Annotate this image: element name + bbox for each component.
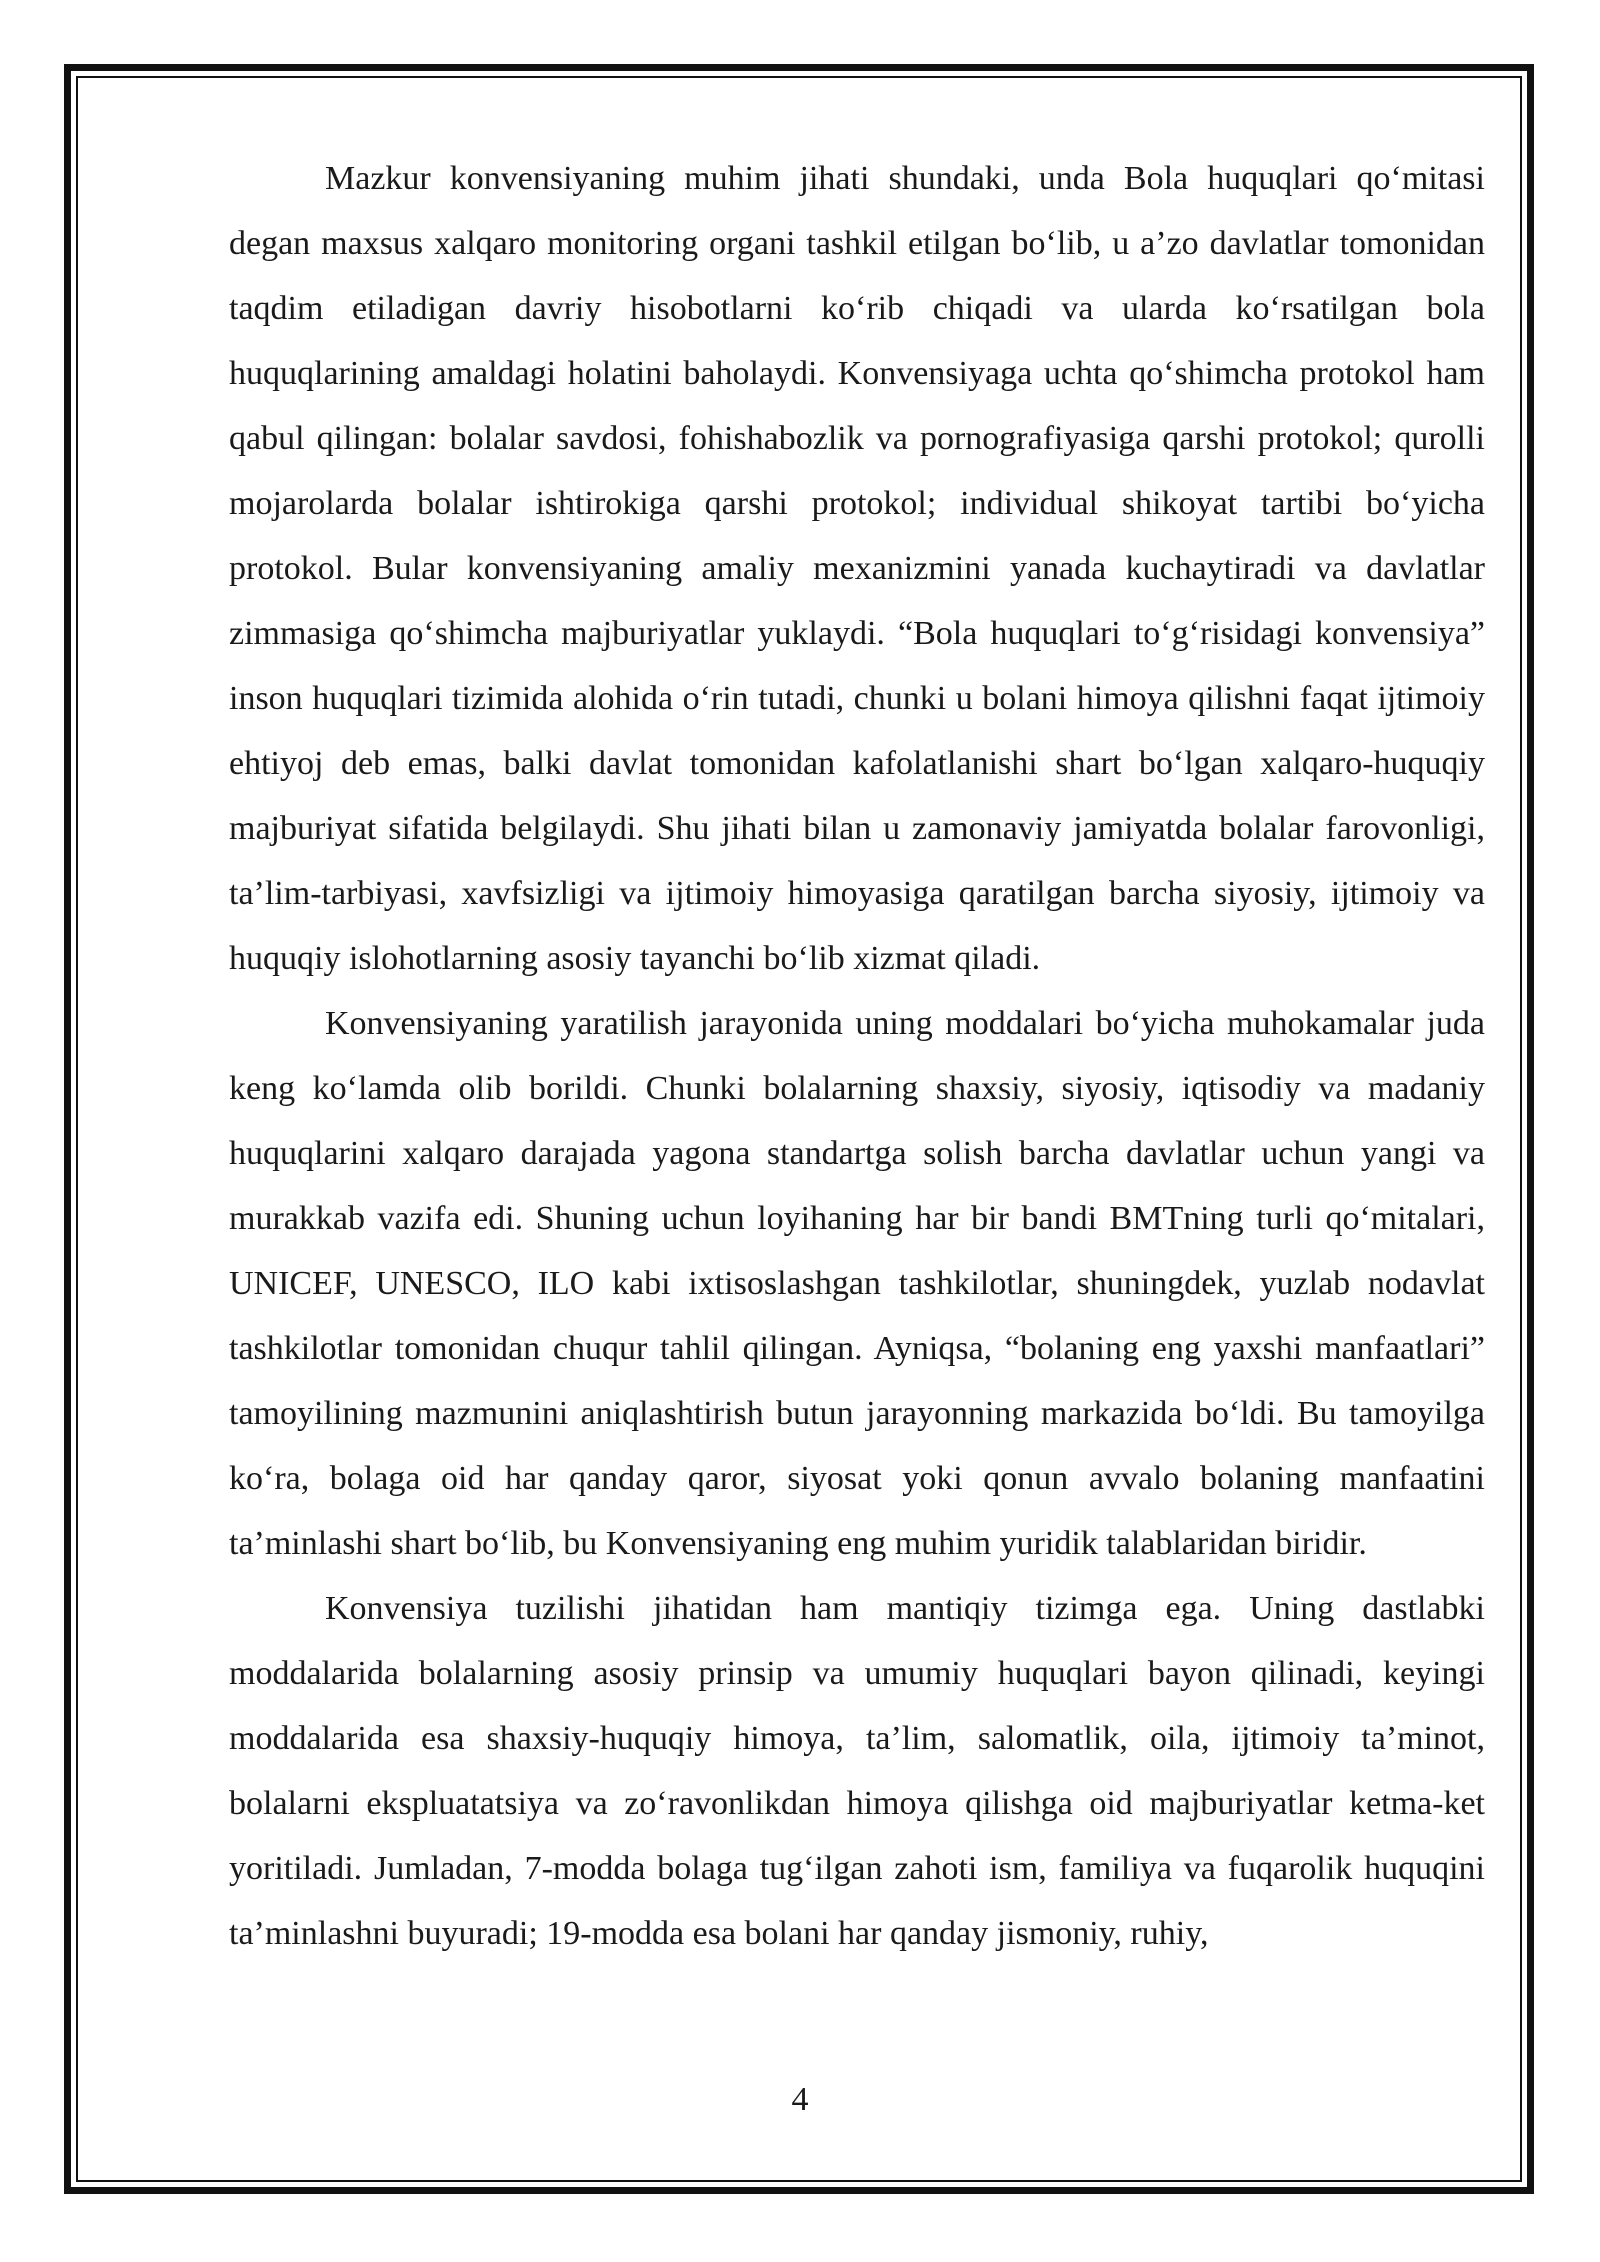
page-number: 4 xyxy=(791,2081,809,2118)
document-body xyxy=(229,146,1485,1966)
paragraph: Konvensiyaning yaratilish jarayonida uning moddalari bo‘yicha muhokamalar juda keng ko‘lamda olib borildi. Chunki bolalarning shaxsiy, siyosiy, iqtisodiy va madaniy huquqlarini xalqaro darajada yagona standartga solish barcha davlatlar uchun yangi va murakkab vazifa edi. Shuning uchun loyihaning har bir bandi BMTning turli qo‘mitalari, UNICEF, UNESCO, ILO kabi ixtisoslashgan tashkilotlar, shuningdek, yuzlab nodavlat tashkilotlar tomonidan chuqur tahlil qilingan. Ayniqsa, “bolaning eng yaxshi manfaatlari” tamoyilining mazmunini aniqlashtirish butun jarayonning markazida bo‘ldi. Bu tamoyilga ko‘ra, bolaga oid har qanday qaror, siyosat yoki qonun avvalo bolaning manfaatini ta’minlashi shart bo‘lib, bu Konvensiyaning eng muhim yuridik talablaridan biridir. xyxy=(229,1005,1485,1562)
paragraph: Konvensiya tuzilishi jihatidan ham mantiqiy tizimga ega. Uning dastlabki moddalarida bolalarning asosiy prinsip va umumiy huquqlari bayon qilinadi, keyingi moddalarida esa shaxsiy-huquqiy himoya, ta’lim, salomatlik, oila, ijtimoiy ta’minot, bolalarni ekspluatatsiya va zo‘ravonlikdan himoya qilishga oid majburiyatlar ketma-ket yoritiladi. Jumladan, 7-modda bolaga tug‘ilgan zahoti ism, familiya va fuqarolik huquqini ta’minlashni buyuradi; 19-modda esa bolani har qanday jismoniy, ruhiy, xyxy=(229,1590,1485,1952)
paragraph: Mazkur konvensiyaning muhim jihati shundaki, unda Bola huquqlari qo‘mitasi degan maxsus xalqaro monitoring organi tashkil etilgan bo‘lib, u a’zo davlatlar tomonidan taqdim etiladigan davriy hisobotlarni ko‘rib chiqadi va ularda ko‘rsatilgan bola huquqlarining amaldagi holatini baholaydi. Konvensiyaga uchta qo‘shimcha protokol ham qabul qilingan: bolalar savdosi, fohishabozlik va pornografiyasiga qarshi protokol; qurolli mojarolarda bolalar ishtirokiga qarshi protokol; individual shikoyat tartibi bo‘yicha protokol. Bular konvensiyaning amaliy mexanizmini yanada kuchaytiradi va davlatlar zimmasiga qo‘shimcha majburiyatlar yuklaydi. “Bola huquqlari to‘g‘risidagi konvensiya” inson huquqlari tizimida alohida o‘rin tutadi, chunki u bolani himoya qilishni faqat ijtimoiy ehtiyoj deb emas, balki davlat tomonidan kafolatlanishi shart bo‘lgan xalqaro-huquqiy majburiyat sifatida belgilaydi. Shu jihati bilan u zamonaviy jamiyatda bolalar farovonligi, ta’lim-tarbiyasi, xavfsizligi va ijtimoiy himoyasiga qaratilgan barcha siyosiy, ijtimoiy va huquqiy islohotlarning asosiy tayanchi bo‘lib xizmat qiladi. xyxy=(229,160,1485,977)
